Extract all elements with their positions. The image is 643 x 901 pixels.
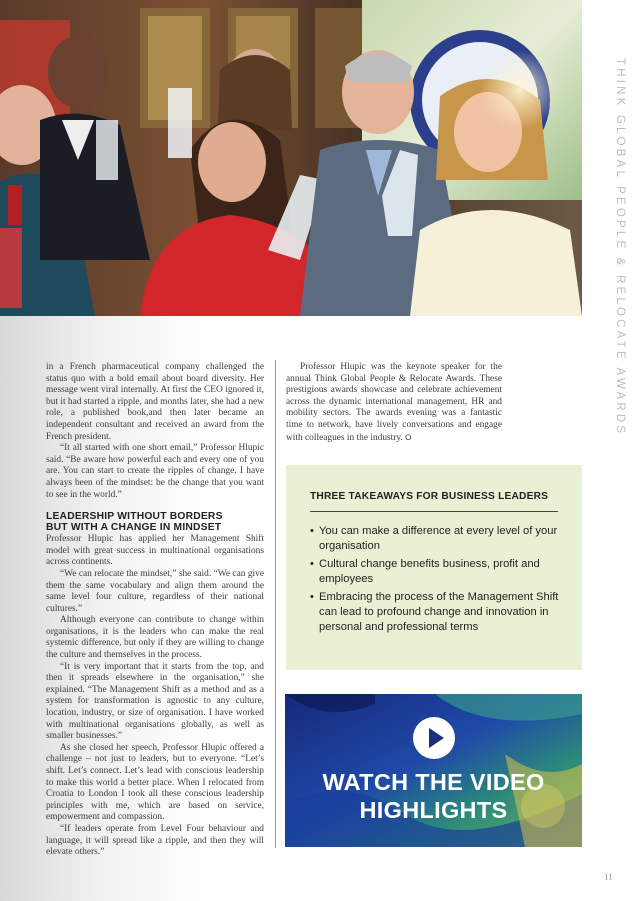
bullet-icon: • (310, 558, 314, 570)
bullet-icon: • (310, 591, 314, 603)
keynote-paragraph-text: Professor Hlupic was the keynote speaker for the annual Think Global People & Relocate Awards. These prestigious awards showcase and celebrate achievement across the dynamic international management, HR and mobility sectors. The awards evening was a fantastic time to network, have lively conversations and engage with colleagues in the industry. (286, 362, 502, 443)
article-paragraph: As she closed her speech, Professor Hlupic offered a challenge – not just to leaders, but to everyone. “Let’s shift. Let’s connect. Let’s lead with conscious leadership to make this world a better place. When I relocated from Croatia to London I took all these conscious leadership principles with me, which are based on service, empowerment and compassion. (46, 742, 264, 823)
article-paragraph: “It is very important that it starts from the top, and then it spreads elsewhere in the organisation,” she explained. “The Management Shift as a method and as a system for transformation is agnostic to any culture, location, industry, or size of organisation. I have worked with multinational organisations globally, as well as smaller businesses.” (46, 661, 264, 742)
takeaways-list (310, 524, 570, 638)
takeaways-divider (310, 511, 558, 512)
takeaway-text: You can make a difference at every level of your organisation (319, 525, 558, 552)
takeaway-text: Embracing the process of the Management Shift can lead to profound change and innovation in personal and professional terms (319, 591, 559, 633)
bullet-icon: • (310, 525, 314, 537)
watch-video-banner[interactable] (285, 694, 582, 847)
takeaway-item (310, 557, 570, 587)
article-middle-column (286, 362, 502, 444)
video-title-line: HIGHLIGHTS (359, 797, 508, 823)
article-paragraph: “We can relocate the mindset,” she said. “We can give them the same vocabulary and align them around the same level four culture, regardless of their national cultures.” (46, 568, 264, 614)
article-paragraph (286, 362, 502, 444)
section-subheading (46, 511, 264, 533)
article-paragraph: Although everyone can contribute to change within organisations, it is the leaders who can make the real systemic difference, but only if they are willing to change the culture and themselves in the process. (46, 615, 264, 661)
page-number: 11 (604, 872, 613, 882)
article-paragraph: Professor Hlupic has applied her Management Shift model with great success in multinational organisations across continents. (46, 534, 264, 568)
video-banner-title[interactable] (285, 768, 582, 824)
subheading-line: LEADERSHIP WITHOUT BORDERS (46, 511, 223, 523)
award-winners-photo-drawing (0, 0, 582, 316)
takeaways-box (286, 465, 582, 670)
play-button[interactable] (413, 717, 455, 759)
video-title-line: WATCH THE VIDEO (322, 769, 545, 795)
subheading-line: BUT WITH A CHANGE IN MINDSET (46, 522, 222, 534)
takeaways-title: THREE TAKEAWAYS FOR BUSINESS LEADERS (310, 491, 549, 502)
takeaway-item (310, 524, 570, 554)
article-paragraph: “It all started with one short email,” Professor Hlupic said. “Be aware how powerful each and every one of you are. You can start to create the ripples of change. I have always been of the mindset: be the change that you want to see in the world.” (46, 443, 264, 500)
takeaway-item (310, 590, 570, 635)
play-icon (429, 728, 444, 748)
end-of-article-icon: ⭘ (405, 432, 412, 442)
award-winners-photo (0, 0, 582, 316)
vertical-section-title: THINK GLOBAL PEOPLE & RELOCATE AWARDS (614, 58, 626, 437)
article-paragraph: in a French pharmaceutical company challenged the status quo with a bold email about board diversity. Her message went viral internally. At first the CEO ignored it, but it had started a ripple, and months later, she had a new role, a published book,and then later became an independent consultant and received an award from the French president. (46, 362, 264, 442)
takeaway-text: Cultural change benefits business, profit and employees (319, 558, 540, 585)
article-paragraph: “If leaders operate from Level Four behaviour and language, it will spread like a ripple, and then they will elevate others.” (46, 823, 264, 858)
article-left-column (46, 362, 264, 859)
column-divider (275, 360, 276, 848)
